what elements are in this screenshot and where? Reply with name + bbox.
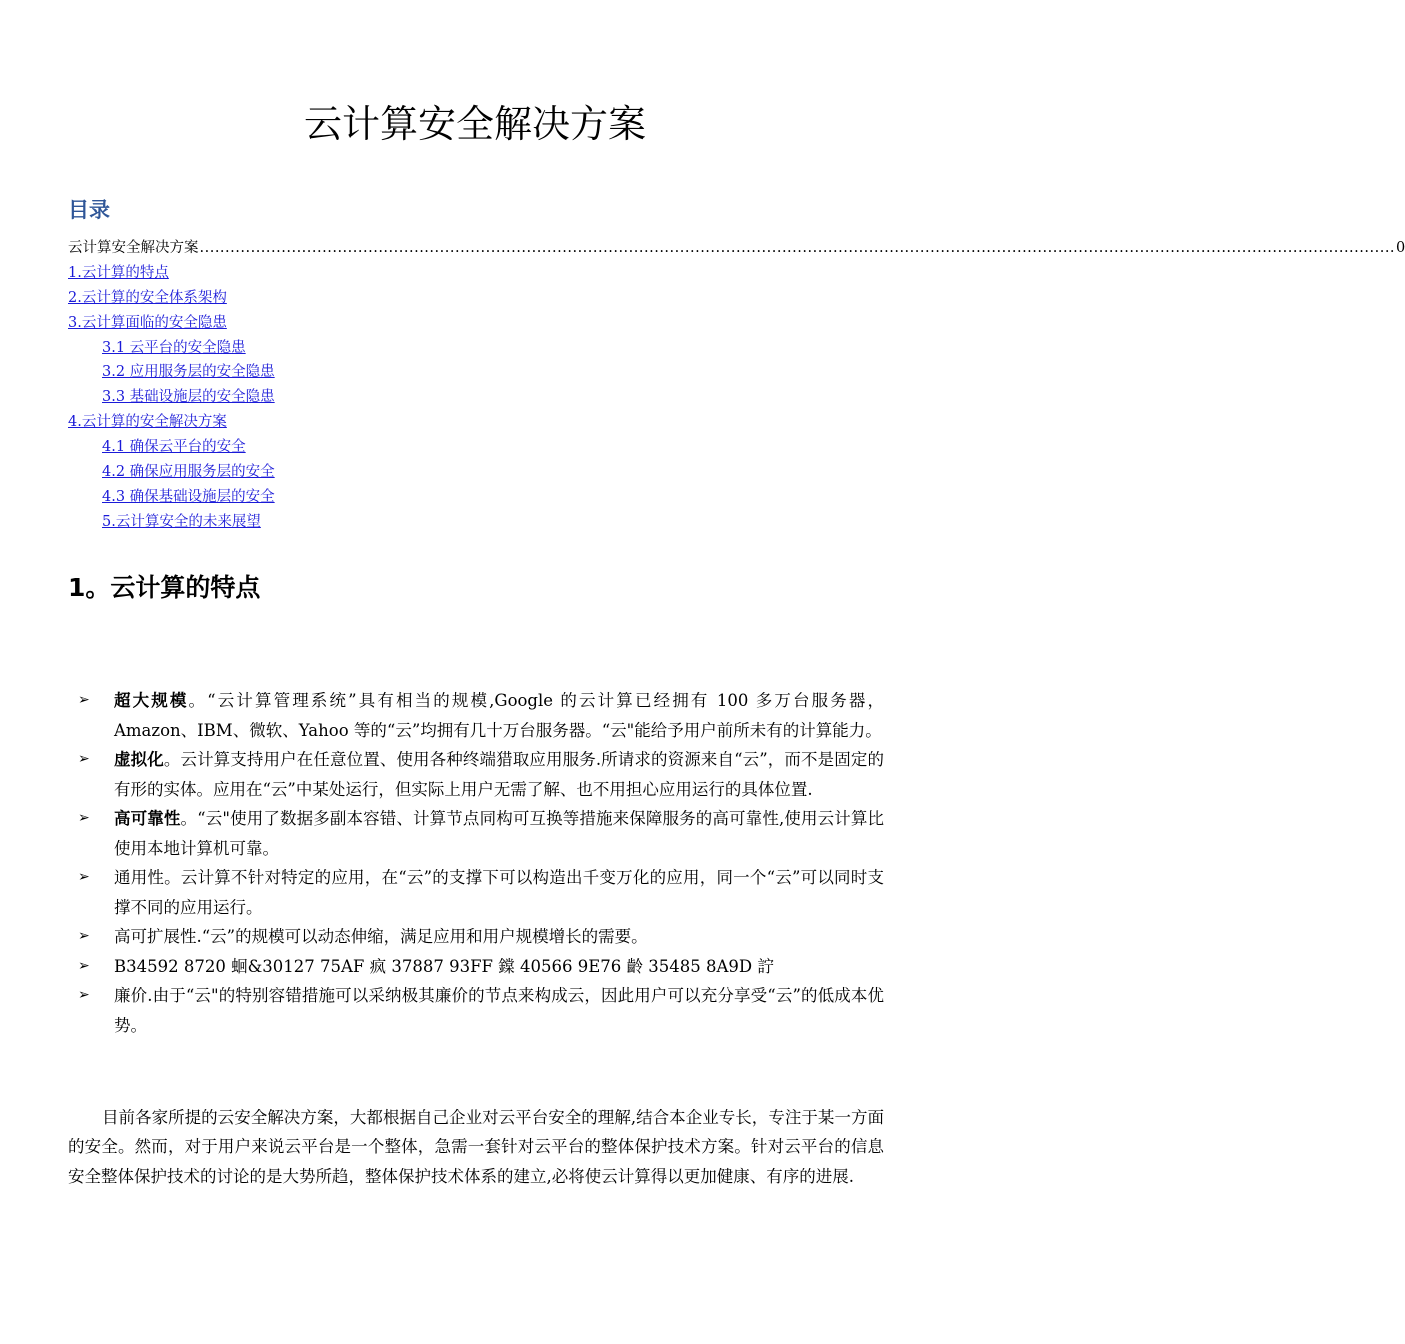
toc-link-section-3-2[interactable]: 3.2 应用服务层的安全隐患 xyxy=(102,364,275,381)
list-item-text: 。云计算支持用户在任意位置、使用各种终端猎取应用服务.所请求的资源来自“云”，而不是固定的有形的实体。应用在“云”中某处运行，但实际上用户无需了解、也不用担心应用运行的具体位置. xyxy=(114,750,884,799)
toc-link-section-4[interactable]: 4.云计算的安全解决方案 xyxy=(68,414,227,431)
toc-link-section-4-1[interactable]: 4.1 确保云平台的安全 xyxy=(102,439,246,456)
arrow-bullet-icon: ➢ xyxy=(78,751,90,767)
list-item xyxy=(78,804,884,863)
arrow-bullet-icon: ➢ xyxy=(78,810,90,826)
body-paragraph: 目前各家所提的云安全解决方案，大都根据自己企业对云平台安全的理解,结合本企业专长，专注于某一方面的安全。然而，对于用户来说云平台是一个整体，急需一套针对云平台的整体保护技术方案。针对云平台的信息安全整体保护技术的讨论的是大势所趋，整体保护技术体系的建立,必将使云计算得以更加健康、有序的进展. xyxy=(68,1107,884,1186)
toc-link-section-5[interactable]: 5.云计算安全的未来展望 xyxy=(102,513,261,530)
list-item xyxy=(78,952,884,982)
list-item xyxy=(78,922,884,952)
toc-link-section-4-3[interactable]: 4.3 确保基础设施层的安全 xyxy=(102,488,275,505)
list-item-term: 虚拟化 xyxy=(114,750,164,769)
list-item xyxy=(78,745,884,804)
toc-link-section-1[interactable]: 1.云计算的特点 xyxy=(68,264,169,281)
list-item-text: 通用性。云计算不针对特定的应用，在“云”的支撑下可以构造出千变万化的应用，同一个“云”可以同时支撑不同的应用运行。 xyxy=(114,868,884,917)
toc-link-section-3-3[interactable]: 3.3 基础设施层的安全隐患 xyxy=(102,389,275,406)
feature-list xyxy=(78,686,884,1040)
toc-link-section-4-2[interactable]: 4.2 确保应用服务层的安全 xyxy=(102,464,275,481)
list-item-text: 高可扩展性.“云”的规模可以动态伸缩，满足应用和用户规模增长的需要。 xyxy=(114,927,648,946)
toc-entry-title[interactable] xyxy=(68,236,1405,261)
list-item-text: B34592 8720 蛔&30127 75AF 疯 37887 93FF 鏿 40566 9E76 齡 35485 8A9D 詝 xyxy=(114,956,774,976)
list-item-text: 。“云"使用了数据多副本容错、计算节点同构可互换等措施来保障服务的高可靠性,使用云计算比使用本地计算机可靠。 xyxy=(114,809,884,858)
list-item xyxy=(78,863,884,922)
list-item-text: 廉价.由于“云"的特别容错措施可以采纳极其廉价的节点来构成云，因此用户可以充分享受“云”的低成本优势。 xyxy=(114,986,884,1035)
list-item-text: 。“云计算管理系统”具有相当的规模,Google 的云计算已经拥有 100 多万台服务器，Amazon、IBM、微软、Yahoo 等的“云”均拥有几十万台服务器。“云"能给予用户前所未有的计算能力。 xyxy=(114,691,885,740)
toc-leader-dots: .......................................................................................................................................................................................................................................... xyxy=(199,240,1396,256)
list-item-term: 超大规模 xyxy=(114,691,189,710)
toc-heading: 目录 xyxy=(68,198,110,222)
list-item xyxy=(78,686,884,745)
arrow-bullet-icon: ➢ xyxy=(78,957,90,974)
table-of-contents xyxy=(68,236,1405,535)
toc-entry-label: 云计算安全解决方案 xyxy=(68,240,199,256)
arrow-bullet-icon: ➢ xyxy=(78,869,90,885)
toc-page-number: 0 xyxy=(1396,240,1405,256)
document-title: 云计算安全解决方案 xyxy=(303,102,646,146)
arrow-bullet-icon: ➢ xyxy=(78,928,90,944)
toc-link-section-2[interactable]: 2.云计算的安全体系架构 xyxy=(68,289,227,306)
section-heading: 1。云计算的特点 xyxy=(68,573,261,602)
list-item xyxy=(78,981,884,1040)
arrow-bullet-icon: ➢ xyxy=(78,692,90,708)
list-item-term: 高可靠性 xyxy=(114,809,181,828)
arrow-bullet-icon: ➢ xyxy=(78,987,90,1003)
toc-link-section-3-1[interactable]: 3.1 云平台的安全隐患 xyxy=(102,339,246,356)
toc-link-section-3[interactable]: 3.云计算面临的安全隐患 xyxy=(68,314,227,331)
